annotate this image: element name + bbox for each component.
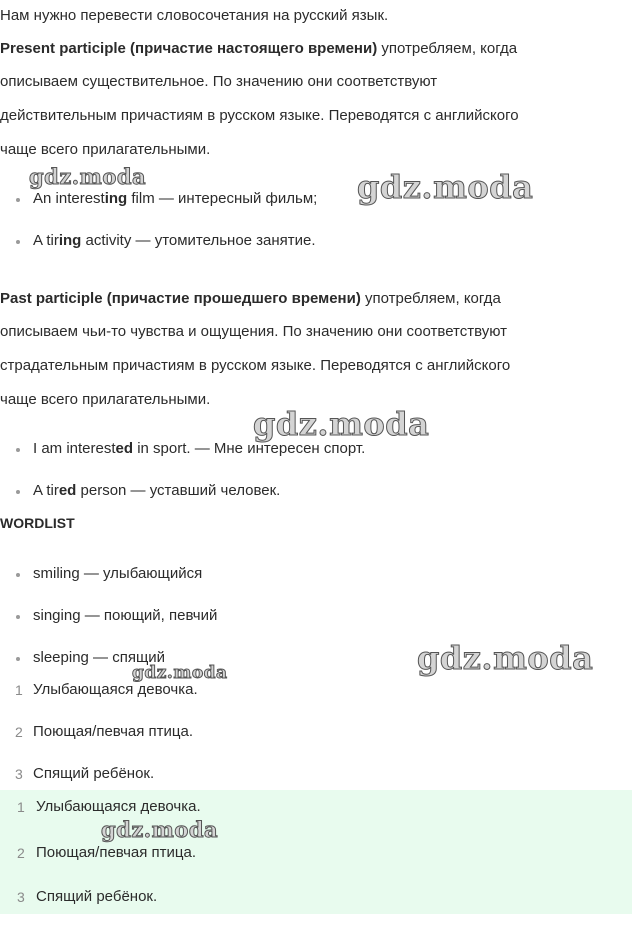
- past-participle-term: Past participle (причастие прошедшего времени): [0, 290, 361, 307]
- watermark-logo: gdz.moda: [357, 168, 534, 206]
- present-participle-line-3: действительным причастиям в русском языке. Переводятся с английского: [0, 107, 519, 124]
- bullet-icon: [16, 573, 20, 577]
- present-participle-line-2: описываем существительное. По значению они соответствуют: [0, 73, 438, 90]
- past-participle-line-1: [0, 289, 501, 309]
- wordlist-title: WORDLIST: [0, 515, 75, 531]
- watermark-logo: gdz.moda: [132, 663, 228, 683]
- past-participle-line-2: описываем чьи-то чувства и ощущения. По значению они соответствуют: [0, 323, 508, 340]
- document-page: Нам нужно перевести словосочетания на русский язык. Present participle (причастие настоящего времени) употребляем, когда описываем существительное. По значению они соответствуют действительным причастиям в русском языке. Переводятся с английского чаще всего прилагательными. An interesting film — интересный фильм; A tiring activity — утомительное занятие. Past participle (причастие прошедшего времени) употребляем, когда описываем чьи-то чувства и ощущения. По значению они соответствуют страдательным причастиям в русском языке. Переводятся с английского чаще всего прилагательными. I am interested in sport. — Мне интересен спорт. A tired person — уставший человек. WORDLIST smiling — улыбающийся singing — поющий, певчий sleeping — спящий 1 Улыбающаяся девочка. 2 Поющая/певчая птица. 3 Спящий ребёнок. 1 Улыбающаяся девочка. 2 Поющая/певчая птица. 3 Спящий ребёнок. gdz.moda gdz.moda gdz.moda gdz.moda gdz.moda gdz.moda: [0, 0, 632, 949]
- past-participle-rest: употребляем, когда: [360, 290, 501, 307]
- present-participle-rest: употребляем, когда: [377, 40, 518, 57]
- watermark-logo: gdz.moda: [101, 817, 219, 842]
- past-participle-line-4: чаще всего прилагательными.: [0, 391, 211, 408]
- present-participle-line-1: [0, 39, 517, 59]
- bullet-icon: [16, 448, 20, 452]
- present-participle-term: Present participle (причастие настоящего времени): [0, 40, 378, 57]
- past-participle-line-3: страдательным причастиям в русском языке. Переводятся с английского: [0, 357, 511, 374]
- present-participle-line-4: чаще всего прилагательными.: [0, 141, 211, 158]
- intro-text: Нам нужно перевести словосочетания на русский язык.: [0, 7, 389, 24]
- watermark-logo: gdz.moda: [417, 639, 594, 677]
- bullet-icon: [16, 198, 20, 202]
- bullet-icon: [16, 615, 20, 619]
- highlighted-answer-box: 1 Улыбающаяся девочка. 2 Поющая/певчая птица. 3 Спящий ребёнок.: [0, 790, 632, 914]
- watermark-logo: gdz.moda: [253, 405, 430, 443]
- bullet-icon: [16, 657, 20, 661]
- bullet-icon: [16, 240, 20, 244]
- watermark-logo: gdz.moda: [29, 164, 147, 189]
- bullet-icon: [16, 490, 20, 494]
